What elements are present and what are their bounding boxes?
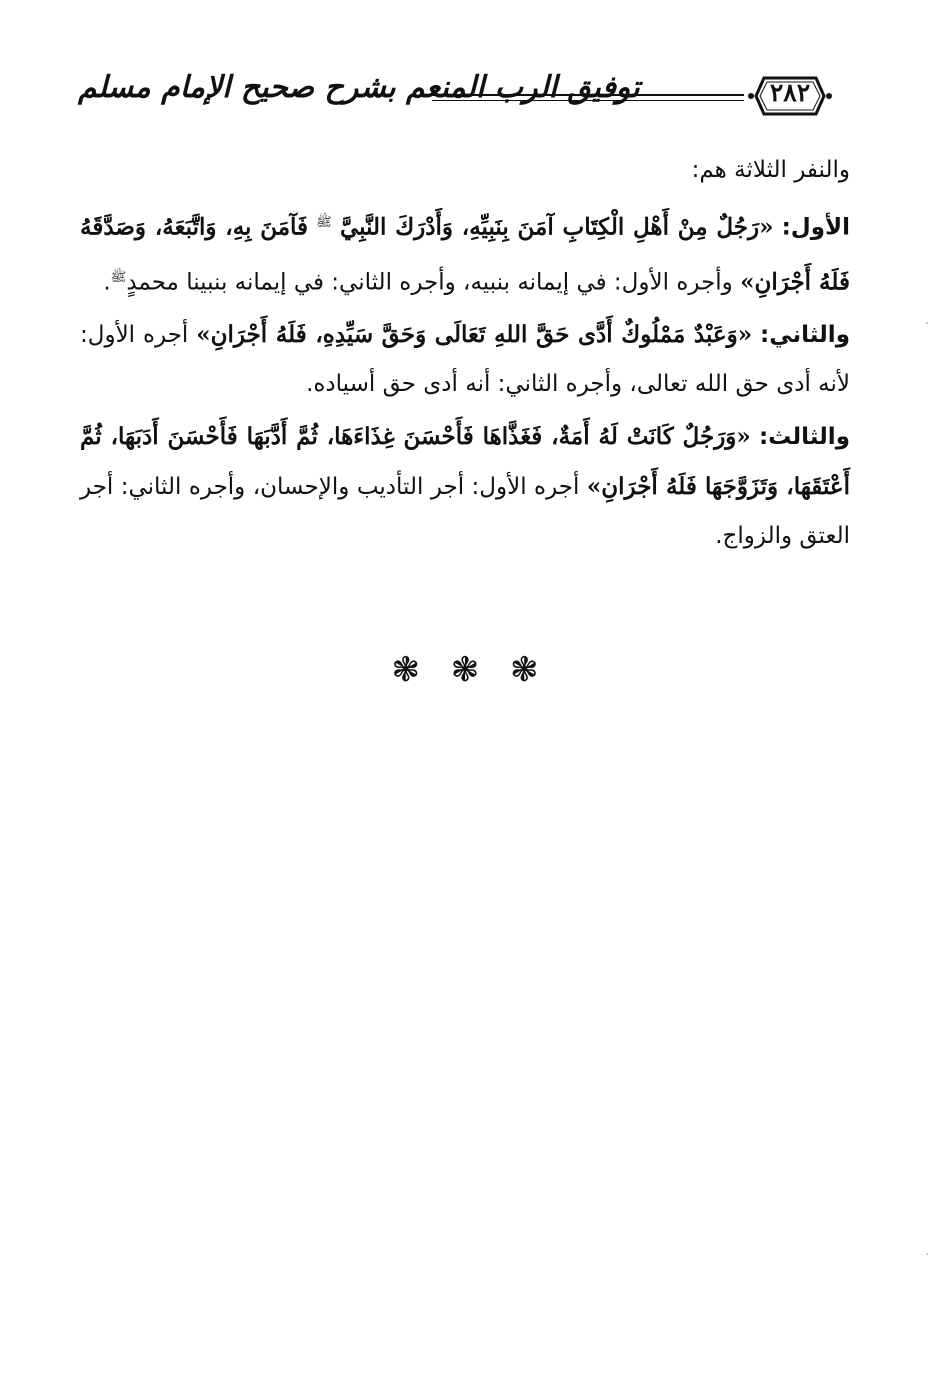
hadith-quote: «وَرَجُلٌ كَانَتْ لَهُ أَمَةٌ، فَغَذَّاهَا فَأَحْسَنَ غِذَاءَهَا، ثُمَّ أَدَّبَهَا فَأَحْسَنَ أَدَبَهَا، ثُمَّ أَعْتَقَهَا، وَتَزَوَّجَهَا فَلَهُ أَجْرَانِ» [80, 423, 850, 501]
intro-line: والنفر الثلاثة هم: [691, 157, 850, 183]
book-title: توفيق الرب المنعم بشرح صحيح الإمام مسلم [78, 70, 640, 105]
paragraph-third [80, 412, 850, 561]
header-rule-thin [432, 100, 744, 101]
honorific-glyph: ﷺ [316, 215, 332, 230]
paragraph-second [80, 310, 850, 409]
hadith-quote-continued: فَآمَنَ بِهِ، وَاتَّبَعَهُ، وَصَدَّقَهُ فَلَهُ أَجْرَانِ» [80, 213, 850, 296]
header-rule [432, 94, 744, 96]
paragraph-first [80, 198, 850, 307]
paragraph-lead: والثاني: [760, 322, 850, 349]
commentary-text: أجره الأول: أجر التأديب والإحسان، وأجره الثاني: أجر العتق والزواج. [80, 474, 850, 550]
main-text [80, 146, 850, 561]
page-header [78, 66, 848, 132]
section-separator: ❃ ❃ ❃ [391, 650, 549, 690]
page-number-badge [746, 70, 834, 122]
scan-speck [926, 1253, 928, 1255]
hadith-quote: «وَعَبْدٌ مَمْلُوكٌ أَدَّى حَقَّ اللهِ تَعَالَى وَحَقَّ سَيِّدِهِ، فَلَهُ أَجْرَانِ» [196, 321, 753, 349]
page-number: ٢٨٢ [769, 78, 811, 107]
commentary-text: أجره الأول: لأنه أدى حق الله تعالى، وأجره الثاني: أنه أدى حق أسياده. [80, 322, 850, 398]
sentence-end: . [103, 269, 111, 296]
paragraph-lead: والثالث: [758, 424, 850, 451]
paragraph-lead: الأول: [781, 214, 851, 241]
commentary-text: وأجره الأول: في إيمانه بنبيه، وأجره الثاني: في إيمانه بنبينا محمدٍ [126, 269, 733, 296]
scan-speck [926, 322, 928, 324]
honorific-glyph: ﷺ [110, 269, 127, 285]
hadith-quote: «رَجُلٌ مِنْ أَهْلِ الْكِتَابِ آمَنَ بِنَبِيِّهِ، وَأَدْرَكَ النَّبِيَّ [339, 213, 774, 241]
